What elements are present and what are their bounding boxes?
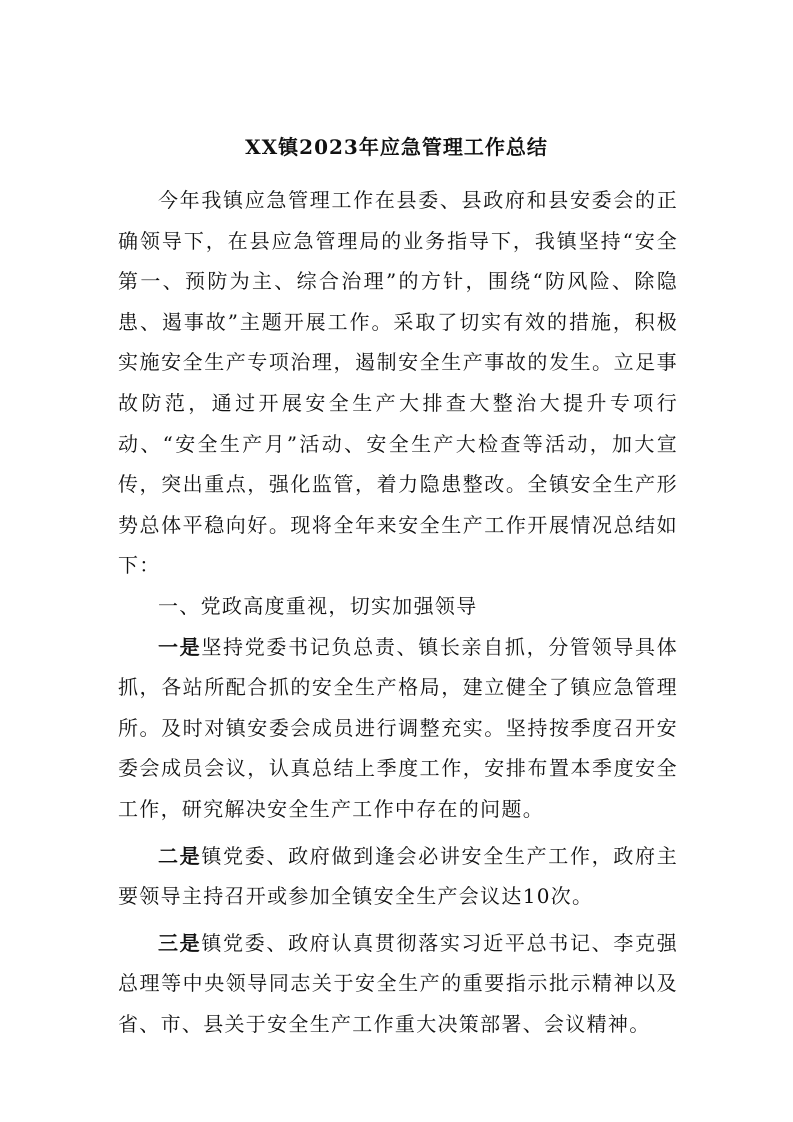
item-text-1: 坚持党委书记负总责、镇长亲自抓，分管领导具体抓，各站所配合抓的安全生产格局，建立健全了镇应急管理所。及时对镇安委会成员进行调整充实。坚持按季度召开安委会成员会议，认真总结上季度工作，安排布置本季度安全工作，研究解决安全生产工作中存在的问题。 — [118, 634, 678, 821]
document-body — [118, 180, 678, 1044]
item-lead-2: 二是 — [158, 843, 202, 868]
item-text-2: 镇党委、政府做到逢会必讲安全生产工作，政府主要领导主持召开或参加全镇安全生产会议达10次。 — [118, 843, 678, 909]
intro-paragraph: 今年我镇应急管理工作在县委、县政府和县安委会的正确领导下，在县应急管理局的业务指导下，我镇坚持“安全第一、预防为主、综合治理”的方针，围绕“防风险、除隐患、遏事故”主题开展工作。采取了切实有效的措施，积极实施安全生产专项治理，遏制安全生产事故的发生。立足事故防范，通过开展安全生产大排查大整治大提升专项行动、“安全生产月”活动、安全生产大检查等活动，加大宣传，突出重点，强化监管，着力隐患整改。全镇安全生产形势总体平稳向好。现将全年来安全生产工作开展情况总结如下： — [118, 188, 678, 578]
document-title: XX镇2023年应急管理工作总结 — [245, 135, 548, 159]
item-lead-1: 一是 — [158, 634, 202, 659]
item-text-3: 镇党委、政府认真贯彻落实习近平总书记、李克强总理等中央领导同志关于安全生产的重要指示批示精神以及省、市、县关于安全生产工作重大决策部署、会议精神。 — [118, 930, 678, 1036]
section-heading-1: 一、党政高度重视，切实加强领导 — [158, 593, 478, 618]
item-paragraph-2 — [118, 836, 678, 917]
item-lead-3: 三是 — [158, 930, 202, 955]
item-paragraph-1 — [118, 627, 678, 830]
item-paragraph-3 — [118, 923, 678, 1045]
